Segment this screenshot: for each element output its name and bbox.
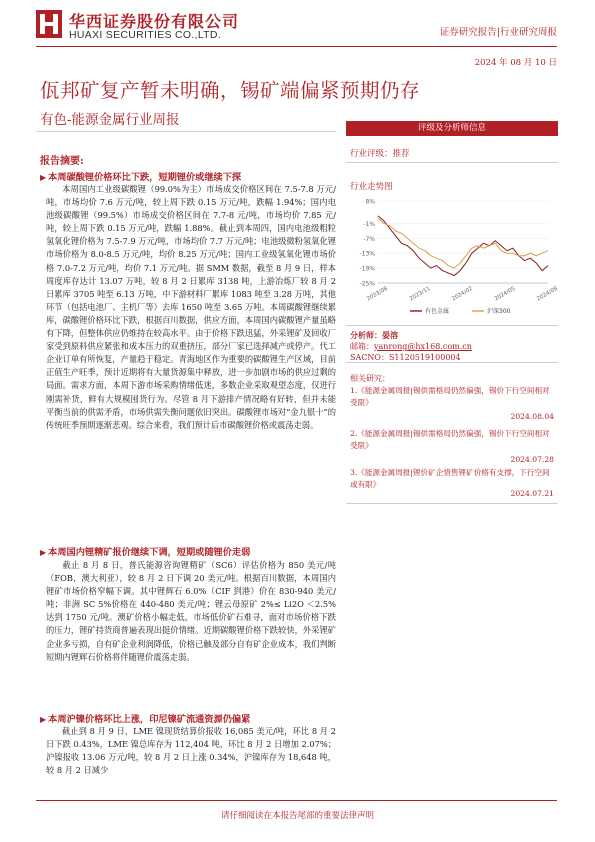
related-divider [346, 362, 558, 363]
rating-divider [346, 162, 558, 163]
analyst-email-label: 邮箱： [350, 342, 374, 351]
related-item-date: 2024.07.28 [510, 455, 554, 464]
y-tick-label: -7% [363, 235, 375, 243]
company-name-en: HUAXI SECURITIES CO.,LTD. [69, 29, 221, 41]
section-paragraph-lithium [46, 183, 336, 432]
analyst-email [350, 341, 472, 352]
summary-label: 报告摘要: [40, 156, 84, 167]
report-subtitle: 有色-能源金属行业周报 [40, 112, 180, 128]
x-tick-label: 2023/08 [366, 285, 389, 303]
analyst-sac-label: SACNO： [350, 353, 389, 362]
related-item-date: 2024.07.21 [510, 489, 554, 498]
analyst-name-label: 分析师： [350, 330, 382, 340]
x-tick-label: 2024/08 [536, 285, 559, 303]
industry-trend-chart [350, 197, 559, 319]
series-line-1 [378, 218, 548, 268]
section-heading-text: 本周碳酸锂价格环比下跌，短期锂价或继续下探 [48, 172, 242, 183]
rating-label: 行业评级： [350, 149, 393, 159]
paragraph-text: 本周国内工业级碳酸锂（99.0%为主）市场成交价格区间在 7.5-7.8 万元/吨，市场均价 7.6 万元/吨，较上周下跌 0.15 万元/吨，跌幅 1.94%；国内电池级碳酸锂（99.5%）市场成交价格区间在 7.7-8 元/吨，市场均价 7.85 元/吨，较上周下跌 0.15 万元/吨，跌幅 1.88%。截止到本周四，国内电池级粗粒氢氧化锂价格为 7.5-7.9 万元/吨，市场均价 7.7 万元/吨；电池级微粉氢氧化锂市场价格为 8.0-8.5 万元/吨，均价 8.25 万元/吨；国内工业级氢氧化锂市场价格 7.0-7.2 万元/吨，均价 7.1 万元/吨。据 SMM 数据，截至 8 月 9 日，样本周度库存达计 13.07 万吨，较 8 月 2 日累库 3138 吨，上游冶炼厂较 8 月 2 日累库 3705 吨至 6.13 万吨，中下游材料厂累库 1083 吨至 3.28 万吨，其他环节（包括电池厂、主机厂等）去库 1650 吨至 3.65 万吨。本周碳酸锂继续累库，碳酸锂价格环比下跌，根据百川数据，供应方面，本周国内碳酸锂产量虽略有下降，但整体供应仍维持在较高水平。由于价格下跌迅猛，外采锂矿及回收厂家受到原料供应紧张和成本压力的双重挤压，部分厂家已选择减产或停产。代工企业订单有所恢复，产量趋于稳定。青海地区作为重要的碳酸锂生产区域，目前正值生产旺季，预计近期将有大量货源集中释放，进一步加剧市场的供应过剩的局面。需求方面，本周下游市场采购情绪低迷，多数企业采取观望态度，仅进行刚需补货，鲜有大规模囤货行为。尽管 8 月下游排产情况略有好转，但并未能平衡当前的供需矛盾，市场供需失衡问题依旧突出。碳酸锂市场对“金九银十”的传统旺季预期逐渐悲观。综合来看，我们预计后市碳酸锂价格或震荡走弱。 [46, 184, 336, 430]
subtitle-divider [36, 131, 336, 132]
rating-value: 推荐 [392, 149, 410, 159]
paragraph-text: 截止 8 月 8 日，普氏能源咨询锂精矿（SC6）评估价格为 850 美元/吨（FOB，澳大利亚），较 8 月 2 日下调 20 美元/吨。根据百川数据，本周国内锂矿市场价格窄幅下调。其中锂辉石 6.0%（CIF 到港）价在 830-940 美元/吨；非洲 SC 5%价格在 440-480 美元/吨；锂云母原矿 2%≤ Li2O ＜2.5%达到 1750 元/吨。澳矿价格小幅走低，市场低价矿石难寻，面对市场价格下跌的压力，锂矿持货商普遍表现出挺价情绪。近期碳酸锂价格下跌较快，外采锂矿企业多亏损，自有矿企业利润降低，价格已触及部分自有矿企业成本，我们判断短期内锂辉石价格将伴随锂价震荡走弱。 [46, 560, 336, 662]
legend-label: 有色金属 [425, 308, 450, 315]
y-tick-label: -19% [359, 265, 375, 273]
analyst-name-value: 晏溶 [382, 330, 398, 340]
footer-divider [36, 800, 557, 801]
section-heading-text: 本周沪镍价格环比上涨，印尼镍矿流通资源仍偏紧 [48, 714, 251, 725]
header-divider [36, 46, 557, 47]
analyst-sac-value: S1120519100004 [388, 353, 461, 362]
section-heading-lithium-ore [40, 544, 250, 558]
section-paragraph-nickel [46, 725, 336, 777]
x-tick-label: 2024/02 [451, 285, 474, 303]
trend-chart-svg [350, 197, 559, 319]
section-heading-text: 本周国内锂精矿报价继续下调，短期或随锂价走弱 [48, 547, 251, 558]
related-item[interactable]: 3.《能源金属周报|锂价矿企惜售锂矿价格有支撑，下行空间或有限》 [350, 468, 550, 489]
related-item[interactable]: 2.《能源金属周报|锡供需格局仍然偏强，锡价下行空间相对受限》 [350, 429, 550, 450]
y-tick-label: -25% [359, 280, 375, 288]
report-type: 证券研究报告|行业研究周报 [439, 27, 557, 38]
report-date: 2024 年 08 月 10 日 [474, 58, 557, 68]
paragraph-text: 截止到 8 月 9 日，LME 镍现货结算价报收 16,085 美元/吨，环比 8 月 2 日下跌 0.43%，LME 镍总库存为 112,404 吨，环比 8 月 2 日增加 2.07%；沪镍报收 13.06 万元/吨，较 8 月 2 日上涨 0.34%，沪镍库存为 18,648 吨，较 8 月 2 日减少 [46, 726, 336, 776]
y-tick-label: 8% [365, 198, 375, 206]
analyst-email-link[interactable]: yanrong@hx168.com.cn [374, 342, 472, 351]
legend-label: 沪深300 [487, 308, 511, 315]
analyst-name [350, 330, 398, 341]
analyst-divider [346, 325, 558, 326]
triangle-bullet-icon: ▶ [40, 172, 47, 182]
x-tick-label: 2023/11 [408, 285, 432, 303]
section-heading-nickel [40, 711, 250, 725]
related-item[interactable]: 1.《能源金属周报|锡供需格局仍然偏强，锡价下行空间相对受限》 [350, 386, 550, 407]
rating-panel-header: 评级及分析师信息 [346, 121, 558, 136]
report-title: 佤邦矿复产暂未明确，锡矿端偏紧预期仍存 [40, 79, 421, 102]
y-tick-label: -1% [363, 220, 375, 228]
y-tick-label: -13% [359, 250, 375, 258]
triangle-bullet-icon: ▶ [40, 714, 47, 724]
related-item-date: 2024.08.04 [510, 412, 554, 421]
section-heading-lithium [40, 169, 241, 183]
related-bottom-divider [346, 503, 558, 504]
company-logo-icon [36, 10, 62, 38]
series-line-0 [378, 216, 548, 276]
industry-rating [350, 147, 410, 159]
triangle-bullet-icon: ▶ [40, 547, 47, 557]
section-paragraph-lithium-ore [46, 559, 336, 664]
related-research-heading: 相关研究： [350, 374, 390, 383]
legal-notice: 请仔细阅读在本报告尾部的重要法律声明 [220, 811, 374, 821]
x-tick-label: 2024/05 [493, 285, 517, 303]
trend-chart-title: 行业走势图 [350, 182, 393, 192]
company-name-cn: 华西证券股份有限公司 [69, 12, 240, 31]
